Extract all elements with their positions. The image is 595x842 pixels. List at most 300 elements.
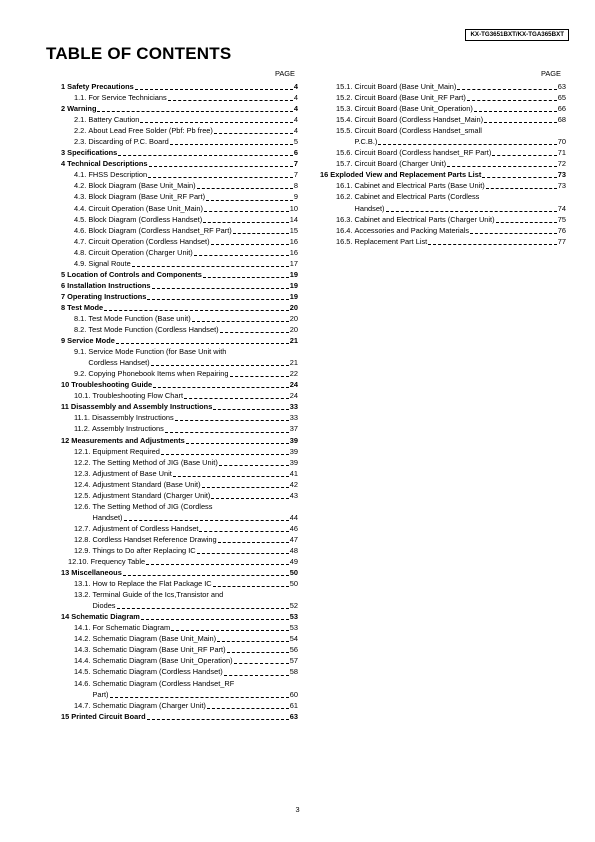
toc-entry: [55, 666, 298, 677]
toc-entry-number: 7: [61, 291, 68, 301]
toc-entry-page: 14: [289, 214, 298, 224]
toc-entry-title: Signal Route: [88, 258, 131, 268]
toc-entry: [55, 457, 298, 468]
toc-entry-title: Circuit Board (Charger Unit): [354, 159, 447, 169]
toc-entry-title: Cabinet and Electrical Parts (Cordless: [354, 192, 480, 202]
toc-entry-title: For Service Technicians: [88, 93, 167, 103]
toc-entry: [55, 147, 298, 158]
toc-entry-number: 14.2.: [74, 634, 93, 644]
toc-leader-dots: [175, 419, 289, 421]
toc-entry-page: 74: [557, 203, 566, 213]
toc-entry-page: 7: [293, 159, 298, 169]
toc-entry: [55, 236, 298, 247]
toc-leader-dots: [192, 320, 289, 322]
toc-entry-number: 12.4.: [74, 479, 93, 489]
toc-entry-number: 1.1.: [74, 93, 89, 103]
toc-entry: [55, 258, 298, 269]
toc-left-column: [55, 81, 298, 722]
toc-leader-dots: [224, 674, 289, 676]
toc-leader-dots: [213, 585, 289, 587]
toc-entry-title: Schematic Diagram (Base Unit_Main): [92, 634, 217, 644]
toc-entry: [55, 523, 298, 534]
toc-entry-page: 73: [557, 170, 566, 180]
toc-entry-number: 12.8.: [74, 534, 93, 544]
toc-entry-page: 19: [289, 280, 298, 290]
toc-entry-title: Exploded View and Replacement Parts List: [330, 170, 482, 180]
toc-entry-page: 4: [293, 82, 298, 91]
toc-entry-page: 19: [289, 291, 298, 301]
page-column-header-left: PAGE: [275, 69, 295, 78]
toc-entry: [320, 214, 566, 225]
toc-entry-number: 4.4.: [74, 203, 89, 213]
toc-entry-title: Circuit Board (Cordless handset_RF Part): [354, 148, 492, 158]
toc-entry: [55, 346, 298, 357]
toc-entry-page: 73: [557, 181, 566, 191]
toc-entry-number: 13.1.: [74, 579, 93, 589]
toc-entry-page: 16: [289, 247, 298, 257]
toc-entry: [55, 136, 298, 147]
toc-entry: [55, 81, 298, 92]
toc-entry-page: 15: [289, 225, 298, 235]
toc-entry-title: Circuit Operation (Charger Unit): [88, 247, 193, 257]
toc-entry: [320, 203, 566, 214]
toc-entry: [55, 313, 298, 324]
toc-entry-page: 77: [557, 236, 566, 246]
toc-leader-dots: [467, 99, 557, 101]
toc-entry-title: Cabinet and Electrical Parts (Base Unit): [354, 181, 485, 191]
toc-leader-dots: [171, 629, 289, 631]
toc-entry-page: 4: [293, 104, 298, 114]
toc-leader-dots: [141, 618, 289, 620]
toc-right-column: [320, 81, 566, 247]
toc-entry-number: 2.3.: [74, 137, 89, 147]
toc-entry: [55, 678, 298, 689]
toc-entry-number: 15.1.: [336, 82, 355, 91]
toc-entry-number: 1: [61, 82, 68, 91]
toc-entry: [55, 368, 298, 379]
toc-leader-dots: [197, 187, 293, 189]
toc-entry-number: 4.2.: [74, 181, 89, 191]
toc-leader-dots: [148, 176, 293, 178]
toc-entry-title: FHSS Description: [88, 170, 148, 180]
toc-entry-title: Equipment Required: [92, 446, 160, 456]
toc-entry-number: 14.3.: [74, 645, 93, 655]
toc-entry: [55, 92, 298, 103]
toc-entry-title: Schematic Diagram (Base Unit_RF Part): [92, 645, 226, 655]
toc-entry: [55, 158, 298, 169]
toc-entry-number: 13: [61, 568, 72, 578]
toc-entry-number: 15.4.: [336, 115, 355, 125]
toc-entry-number: 12.9.: [74, 545, 93, 555]
toc-entry-page: 10: [289, 203, 298, 213]
toc-entry-page: 44: [289, 512, 298, 522]
toc-entry-page: 20: [289, 302, 298, 312]
toc-entry-title: Troubleshooting Guide: [71, 380, 153, 390]
toc-entry-page: 71: [557, 148, 566, 158]
toc-entry: [55, 622, 298, 633]
page-number: 3: [295, 805, 300, 814]
toc-leader-dots: [492, 154, 556, 156]
toc-entry: [55, 280, 298, 291]
toc-leader-dots: [214, 132, 293, 134]
toc-entry: [55, 269, 298, 280]
toc-entry-page: 39: [289, 457, 298, 467]
toc-entry-title: Circuit Operation (Cordless Handset): [88, 236, 210, 246]
toc-leader-dots: [207, 707, 289, 709]
toc-entry: [55, 225, 298, 236]
toc-entry-title: Diodes: [92, 601, 116, 611]
toc-entry-title: For Schematic Diagram: [92, 623, 171, 633]
toc-entry-number: 14.1.: [74, 623, 93, 633]
toc-leader-dots: [97, 110, 292, 112]
toc-entry-page: 5: [293, 137, 298, 147]
toc-leader-dots: [194, 254, 289, 256]
toc-leader-dots: [149, 165, 293, 167]
toc-entry-number: 12.3.: [74, 468, 93, 478]
toc-leader-dots: [227, 651, 289, 653]
toc-entry-number: 4.5.: [74, 214, 89, 224]
toc-entry-title: Things to Do after Replacing IC: [92, 545, 196, 555]
toc-entry-page: 16: [289, 236, 298, 246]
toc-leader-dots: [233, 232, 289, 234]
toc-entry-number: 12.5.: [74, 490, 93, 500]
toc-leader-dots: [117, 607, 289, 609]
toc-entry-title: Circuit Board (Base Unit_Operation): [354, 104, 473, 114]
toc-entry-number: 14.7.: [74, 700, 93, 710]
toc-leader-dots: [386, 210, 557, 212]
toc-entry-number: 2.2.: [74, 126, 89, 136]
toc-entry: [55, 423, 298, 434]
toc-entry-title: P.C.B.): [354, 137, 378, 147]
toc-entry-number: 16.3.: [336, 214, 355, 224]
toc-entry: [55, 700, 298, 711]
toc-entry-title: Schematic Diagram (Cordless Handset): [92, 667, 223, 677]
toc-leader-dots: [211, 497, 288, 499]
toc-leader-dots: [206, 199, 293, 201]
toc-entry: [320, 236, 566, 247]
toc-entry-number: 4.7.: [74, 236, 89, 246]
toc-entry: [55, 534, 298, 545]
toc-entry-page: 53: [289, 612, 298, 622]
toc-entry-number: 16.2.: [336, 192, 355, 202]
toc-entry: [320, 169, 566, 180]
toc-entry-number: 12.1.: [74, 446, 93, 456]
toc-entry: [55, 589, 298, 600]
toc-leader-dots: [151, 364, 289, 366]
toc-entry-title: Location of Controls and Components: [67, 269, 202, 279]
toc-entry-number: 14: [61, 612, 72, 622]
toc-entry: [55, 291, 298, 302]
toc-leader-dots: [116, 342, 289, 344]
toc-entry-page: 66: [557, 104, 566, 114]
toc-entry-title: Terminal Guide of the Ics,Transistor and: [92, 590, 224, 600]
toc-leader-dots: [165, 431, 289, 433]
toc-leader-dots: [132, 265, 289, 267]
toc-leader-dots: [474, 110, 557, 112]
toc-leader-dots: [378, 143, 556, 145]
toc-entry-title: Cordless Handset Reference Drawing: [92, 534, 217, 544]
toc-entry-title: Block Diagram (Cordless Handset_RF Part): [88, 225, 232, 235]
toc-leader-dots: [123, 574, 289, 576]
toc-entry-title: Handset): [354, 203, 385, 213]
toc-entry-title: Replacement Part List: [354, 236, 428, 246]
toc-entry-title: Circuit Board (Cordless Handset_Main): [354, 115, 484, 125]
toc-entry: [55, 545, 298, 556]
toc-entry-page: 72: [557, 159, 566, 169]
toc-entry-title: Cabinet and Electrical Parts (Charger Unit): [354, 214, 495, 224]
toc-entry: [55, 401, 298, 412]
toc-entry-number: 8: [61, 302, 68, 312]
toc-entry-number: 12.10.: [68, 557, 91, 567]
toc-entry-number: 4.9.: [74, 258, 89, 268]
toc-entry-title: Service Mode Function (for Base Unit with: [88, 347, 227, 357]
toc-leader-dots: [152, 287, 289, 289]
toc-entry-page: 63: [289, 711, 298, 721]
toc-leader-dots: [124, 519, 289, 521]
toc-leader-dots: [496, 221, 557, 223]
toc-entry: [55, 125, 298, 136]
toc-entry-number: 4.6.: [74, 225, 89, 235]
toc-leader-dots: [447, 165, 557, 167]
toc-entry-page: 19: [289, 269, 298, 279]
toc-entry-number: 11.1.: [74, 413, 92, 423]
toc-entry: [320, 180, 566, 191]
toc-entry: [55, 611, 298, 622]
page-column-header-right: PAGE: [541, 69, 561, 78]
toc-entry-page: 48: [289, 545, 298, 555]
toc-entry-number: 14.4.: [74, 656, 93, 666]
toc-entry-number: 16: [320, 170, 331, 180]
toc-leader-dots: [147, 298, 288, 300]
toc-entry-number: 12.2.: [74, 457, 93, 467]
toc-entry-page: 24: [289, 380, 298, 390]
toc-entry-number: 15.7.: [336, 159, 355, 169]
toc-entry-number: 4.3.: [74, 192, 89, 202]
page-title: TABLE OF CONTENTS: [46, 44, 232, 63]
toc-entry-title: Measurements and Adjustments: [71, 435, 185, 445]
toc-entry-title: Test Mode Function (Cordless Handset): [88, 325, 219, 335]
toc-entry: [55, 390, 298, 401]
toc-entry: [55, 689, 298, 700]
toc-entry-page: 75: [557, 214, 566, 224]
toc-entry-number: 10.1.: [74, 391, 93, 401]
toc-leader-dots: [153, 386, 289, 388]
toc-entry-title: Troubleshooting Flow Chart: [92, 391, 184, 401]
toc-entry-page: 37: [289, 424, 298, 434]
toc-entry-page: 49: [289, 557, 298, 567]
toc-leader-dots: [186, 442, 289, 444]
toc-entry: [55, 357, 298, 368]
toc-entry-title: Block Diagram (Base Unit_RF Part): [88, 192, 206, 202]
toc-entry-title: Circuit Board (Base Unit_RF Part): [354, 93, 466, 103]
toc-entry-number: 4.1.: [74, 170, 89, 180]
toc-entry-page: 39: [289, 446, 298, 456]
toc-leader-dots: [211, 243, 289, 245]
toc-entry-number: 12: [61, 435, 72, 445]
toc-entry: [55, 490, 298, 501]
toc-leader-dots: [199, 530, 288, 532]
toc-entry-number: 16.5.: [336, 236, 355, 246]
toc-entry: [55, 479, 298, 490]
toc-entry-number: 12.6.: [74, 501, 93, 511]
toc-entry-title: Copying Phonebook Items when Repairing: [88, 369, 229, 379]
toc-entry-title: Test Mode Function (Base unit): [88, 313, 191, 323]
toc-entry: [320, 158, 566, 169]
toc-entry-page: 56: [289, 645, 298, 655]
toc-entry-title: Safety Precautions: [67, 82, 134, 91]
toc-entry-number: 15.3.: [336, 104, 355, 114]
toc-entry-page: 43: [289, 490, 298, 500]
toc-entry-title: Block Diagram (Cordless Handset): [88, 214, 203, 224]
toc-entry-page: 63: [557, 82, 566, 91]
toc-entry-title: Installation Instructions: [67, 280, 151, 290]
toc-entry-number: 16.1.: [336, 181, 355, 191]
toc-entry: [55, 578, 298, 589]
toc-leader-dots: [140, 121, 293, 123]
toc-entry-number: 14.5.: [74, 667, 93, 677]
toc-entry: [55, 114, 298, 125]
toc-entry-title: Disassembly and Assembly Instructions: [70, 402, 213, 412]
toc-entry-number: 5: [61, 269, 68, 279]
toc-entry-page: 53: [289, 623, 298, 633]
toc-entry-number: 3: [61, 148, 68, 158]
toc-entry-title: Circuit Operation (Base Unit_Main): [88, 203, 203, 213]
toc-entry-number: 9: [61, 336, 68, 346]
toc-entry-page: 76: [557, 225, 566, 235]
toc-entry-title: Schematic Diagram (Base Unit_Operation): [92, 656, 233, 666]
toc-entry-page: 8: [293, 181, 298, 191]
toc-entry-number: 6: [61, 280, 68, 290]
toc-entry-page: 68: [557, 115, 566, 125]
toc-entry: [55, 633, 298, 644]
toc-entry-title: Warning: [67, 104, 97, 114]
toc-entry-page: 24: [289, 391, 298, 401]
toc-entry-title: Assembly Instructions: [91, 424, 164, 434]
toc-entry: [320, 114, 566, 125]
toc-entry-number: 8.1.: [74, 313, 89, 323]
toc-entry-title: Service Mode: [67, 336, 115, 346]
toc-entry-title: Circuit Board (Base Unit_Main): [354, 82, 457, 91]
toc-entry: [55, 203, 298, 214]
toc-entry: [55, 335, 298, 346]
toc-entry: [55, 644, 298, 655]
toc-entry-number: 12.7.: [74, 523, 93, 533]
toc-entry-page: 22: [289, 369, 298, 379]
toc-entry-page: 21: [289, 336, 298, 346]
toc-leader-dots: [213, 408, 288, 410]
toc-entry-page: 50: [289, 568, 298, 578]
toc-entry: [55, 655, 298, 666]
toc-leader-dots: [197, 552, 289, 554]
toc-entry-page: 65: [557, 93, 566, 103]
toc-entry-page: 58: [289, 667, 298, 677]
toc-leader-dots: [428, 243, 557, 245]
toc-entry-page: 61: [289, 700, 298, 710]
toc-entry: [55, 468, 298, 479]
toc-entry: [55, 600, 298, 611]
toc-entry-page: 52: [289, 601, 298, 611]
toc-entry: [55, 191, 298, 202]
toc-entry-title: Adjustment of Cordless Handset: [92, 523, 199, 533]
model-label: KX-TG3651BXT/KX-TGA365BXT: [465, 29, 569, 41]
toc-entry: [55, 501, 298, 512]
toc-leader-dots: [218, 541, 289, 543]
toc-leader-dots: [230, 375, 289, 377]
toc-entry-number: 9.2.: [74, 369, 89, 379]
toc-entry-title: Frequency Table: [90, 557, 146, 567]
toc-entry-page: 4: [293, 126, 298, 136]
toc-entry: [55, 214, 298, 225]
toc-entry-number: 8.2.: [74, 325, 89, 335]
toc-entry-title: Discarding of P.C. Board: [88, 137, 169, 147]
toc-leader-dots: [147, 718, 289, 720]
toc-entry: [55, 446, 298, 457]
toc-entry-page: 4: [293, 115, 298, 125]
toc-entry-page: 42: [289, 479, 298, 489]
toc-entry-page: 21: [289, 358, 298, 368]
toc-entry: [320, 125, 566, 136]
toc-entry: [55, 567, 298, 578]
toc-entry: [320, 191, 566, 202]
toc-entry-number: 2: [61, 104, 68, 114]
toc-entry-title: Schematic Diagram (Charger Unit): [92, 700, 206, 710]
toc-entry-number: 15: [61, 711, 72, 721]
toc-entry-number: 14.6.: [74, 678, 93, 688]
toc-entry-page: 46: [289, 523, 298, 533]
toc-entry-number: 11.2.: [74, 424, 92, 434]
toc-entry: [55, 435, 298, 446]
toc-entry: [320, 225, 566, 236]
toc-entry-number: 13.2.: [74, 590, 93, 600]
toc-leader-dots: [457, 88, 556, 90]
toc-leader-dots: [161, 453, 289, 455]
toc-entry: [320, 147, 566, 158]
toc-entry: [320, 81, 566, 92]
toc-entry-number: 16.4.: [336, 225, 355, 235]
toc-entry: [55, 247, 298, 258]
toc-entry-number: 15.6.: [336, 148, 355, 158]
toc-entry-title: Test Mode: [67, 302, 104, 312]
toc-entry-title: Adjustment Standard (Base Unit): [92, 479, 201, 489]
toc-entry-page: 4: [293, 93, 298, 103]
toc-leader-dots: [110, 696, 289, 698]
toc-leader-dots: [486, 187, 557, 189]
toc-entry-number: 11: [61, 402, 71, 412]
toc-entry-page: 57: [289, 656, 298, 666]
toc-entry: [55, 512, 298, 523]
toc-leader-dots: [203, 276, 289, 278]
toc-leader-dots: [202, 486, 289, 488]
toc-entry-title: Part): [92, 689, 109, 699]
toc-entry-title: How to Replace the Flat Package IC: [92, 579, 212, 589]
toc-entry-page: 39: [289, 435, 298, 445]
toc-entry: [55, 711, 298, 722]
toc-entry-page: 7: [293, 170, 298, 180]
toc-leader-dots: [170, 143, 293, 145]
toc-entry: [55, 556, 298, 567]
toc-entry-page: 20: [289, 325, 298, 335]
toc-entry-title: Accessories and Packing Materials: [354, 225, 470, 235]
toc-entry: [55, 103, 298, 114]
toc-entry-title: Schematic Diagram (Cordless Handset_RF: [92, 678, 235, 688]
toc-entry-page: 33: [289, 402, 298, 412]
toc-entry-page: 54: [289, 634, 298, 644]
toc-entry-title: Adjustment Standard (Charger Unit): [92, 490, 211, 500]
toc-entry-number: 15.5.: [336, 126, 355, 136]
toc-entry-page: 6: [293, 148, 298, 158]
toc-leader-dots: [146, 563, 289, 565]
toc-entry: [55, 302, 298, 313]
